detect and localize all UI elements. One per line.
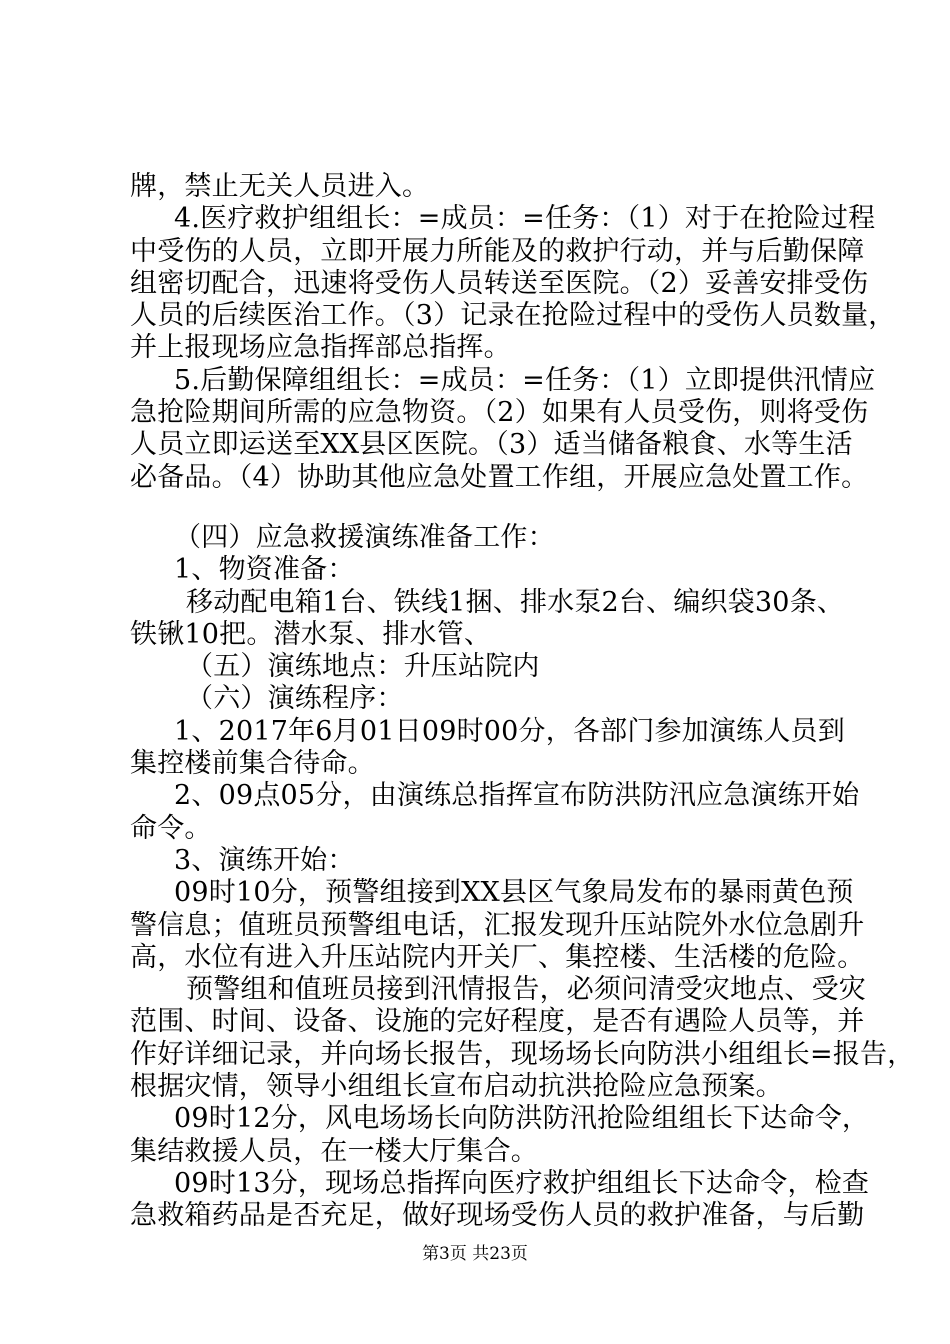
text-line: 预警组和值班员接到汛情报告，必须问清受灾地点、受灾 [186, 974, 866, 1006]
text-line: 中受伤的人员，立即开展力所能及的救护行动，并与后勤保障 [130, 235, 865, 267]
text-line: 高，水位有进入升压站院内开关厂、集控楼、生活楼的危险。 [130, 941, 865, 973]
text-line: 09时10分，预警组接到XX县区气象局发布的暴雨黄色预 [174, 877, 854, 909]
text-line: 2、09点05分，由演练总指挥宣布防洪防汛应急演练开始 [174, 780, 860, 812]
text-line: 急抢险期间所需的应急物资。（2）如果有人员受伤，则将受伤 [130, 397, 869, 429]
text-line: 作好详细记录，并向场长报告，现场场长向防洪小组组长=报告， [130, 1038, 915, 1070]
section-heading: （四）应急救援演练准备工作： [174, 521, 555, 553]
text-line: 人员立即运送至XX县区医院。（3）适当储备粮食、水等生活 [130, 429, 853, 461]
page-footer [0, 1243, 950, 1265]
section-heading: （六）演练程序： [186, 683, 404, 715]
text-line: 集结救援人员，在一楼大厅集合。 [130, 1135, 538, 1167]
text-line: 根据灾情，领导小组组长宣布启动抗洪抢险应急预案。 [130, 1071, 783, 1103]
section-heading: （五）演练地点：升压站院内 [186, 651, 540, 683]
text-line: 4.医疗救护组组长：=成员：=任务：（1）对于在抢险过程 [174, 203, 876, 235]
text-line: 警信息；值班员预警组电话，汇报发现升压站院外水位急剧升 [130, 909, 865, 941]
text-line: 09时13分，现场总指挥向医疗救护组组长下达命令，检查 [174, 1167, 870, 1199]
text-line: 并上报现场应急指挥部总指挥。 [130, 332, 511, 364]
text-line: 命令。 [130, 812, 212, 844]
text-line: 组密切配合，迅速将受伤人员转送至医院。（2）妥善安排受伤 [130, 267, 869, 299]
text-line: 急救箱药品是否充足，做好现场受伤人员的救护准备，与后勤 [130, 1200, 865, 1232]
text-line: 5.后勤保障组组长：=成员：=任务：（1）立即提供汛情应 [174, 364, 876, 396]
text-line: 09时12分，风电场场长向防洪防汛抢险组组长下达命令， [174, 1103, 870, 1135]
page-number: 第3页 共23页 [422, 1244, 528, 1264]
text-line: 人员的后续医治工作。（3）记录在抢险过程中的受伤人员数量， [130, 300, 896, 332]
text-line: 3、演练开始： [174, 844, 355, 876]
text-line: 集控楼前集合待命。 [130, 748, 375, 780]
text-line: 铁锹10把。潜水泵、排水管、 [130, 618, 492, 650]
text-line: 1、2017年6月01日09时00分，各部门参加演练人员到 [174, 715, 845, 747]
text-line: 1、物资准备： [174, 554, 355, 586]
paragraph-gap [130, 494, 848, 522]
text-line: 牌，禁止无关人员进入。 [130, 171, 430, 202]
document-body [130, 171, 915, 1233]
text-line: 范围、时间、设备、设施的完好程度，是否有遇险人员等，并 [130, 1006, 865, 1038]
text-line: 移动配电箱1台、铁线1捆、排水泵2台、编织袋30条、 [186, 586, 845, 618]
text-line: 必备品。（4）协助其他应急处置工作组，开展应急处置工作。 [130, 461, 869, 493]
